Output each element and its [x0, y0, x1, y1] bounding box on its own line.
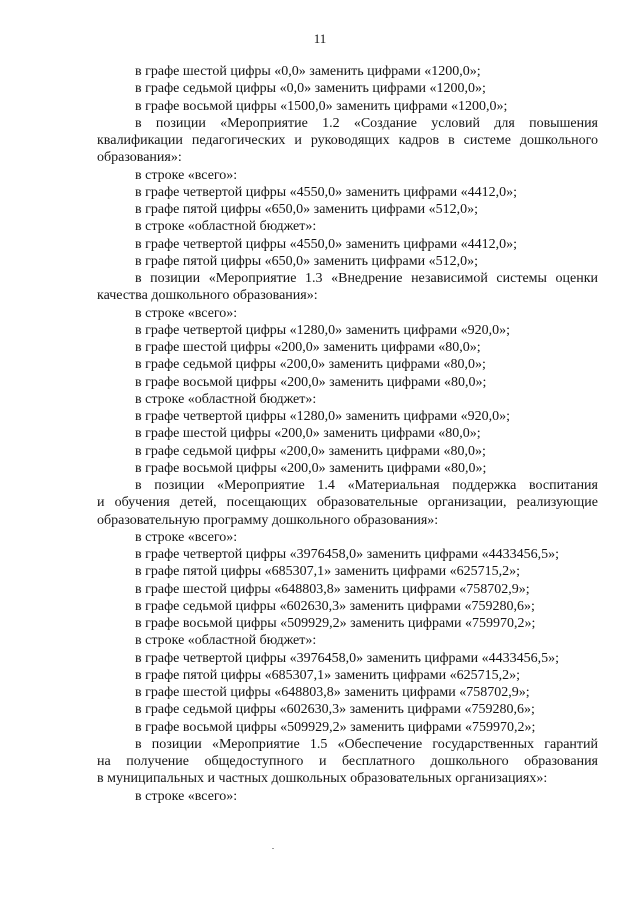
text-line: в графе восьмой цифры «509929,2» заменить цифрами «759970,2»; [135, 719, 536, 735]
text-line: в графе пятой цифры «650,0» заменить цифрами «512,0»; [135, 253, 478, 269]
document-body [97, 63, 598, 805]
text-line: в муниципальных и частных дошкольных образовательных организациях»: [97, 771, 548, 787]
text-line: в строке «всего»: [135, 167, 238, 183]
text-line: в графе шестой цифры «200,0» заменить цифрами «80,0»; [135, 340, 481, 355]
text-line: в графе седьмой цифры «602630,3» заменить цифрами «759280,6»; [135, 598, 535, 614]
text-line: в графе шестой цифры «648803,8» заменить цифрами «758702,9»; [135, 685, 530, 700]
text-line: и обучения детей, посещающих образовательные организации, реализующие [97, 495, 598, 511]
text-line: в графе пятой цифры «685307,1» заменить цифрами «625715,2»; [135, 564, 520, 580]
text-line: в графе шестой цифры «648803,8» заменить цифрами «758702,9»; [135, 581, 530, 597]
text-line: в графе четвертой цифры «4550,0» заменить цифрами «4412,0»; [135, 236, 517, 252]
text-line: в графе седьмой цифры «602630,3» заменить цифрами «759280,6»; [135, 702, 535, 718]
text-line: в позиции «Мероприятие 1.3 «Внедрение независимой системы оценки [135, 271, 598, 286]
text-line: в строке «областной бюджет»: [135, 633, 317, 649]
text-line: в графе седьмой цифры «0,0» заменить цифрами «1200,0»; [135, 81, 486, 97]
text-line: в графе четвертой цифры «1280,0» заменить цифрами «920,0»; [135, 322, 510, 338]
text-line: в позиции «Мероприятие 1.4 «Материальная поддержка воспитания [135, 478, 598, 493]
text-line: в графе седьмой цифры «200,0» заменить цифрами «80,0»; [135, 357, 486, 373]
text-line: в позиции «Мероприятие 1.2 «Создание условий для повышения [135, 115, 598, 131]
text-line: на получение общедоступного и бесплатного дошкольного образования [97, 754, 598, 769]
text-line: в графе восьмой цифры «509929,2» заменить цифрами «759970,2»; [135, 616, 536, 631]
text-line: в графе восьмой цифры «1500,0» заменить цифрами «1200,0»; [135, 98, 508, 114]
text-line: в графе шестой цифры «200,0» заменить цифрами «80,0»; [135, 426, 481, 442]
text-line: в графе четвертой цифры «4550,0» заменить цифрами «4412,0»; [135, 184, 517, 200]
text-line: в графе четвертой цифры «3976458,0» заменить цифрами «4433456,5»; [135, 547, 559, 562]
text-line: квалификации педагогических и руководящих кадров в системе дошкольного [97, 133, 598, 148]
scan-artifact [272, 848, 274, 849]
text-line: в графе восьмой цифры «200,0» заменить цифрами «80,0»; [135, 374, 487, 390]
text-line: в строке «областной бюджет»: [135, 391, 317, 407]
page-number: 11 [313, 31, 327, 46]
text-line: в графе пятой цифры «650,0» заменить цифрами «512,0»; [135, 202, 478, 217]
text-line: в позиции «Мероприятие 1.5 «Обеспечение государственных гарантий [135, 736, 598, 752]
text-line: в графе пятой цифры «685307,1» заменить цифрами «625715,2»; [135, 667, 520, 683]
text-line: качества дошкольного образования»: [97, 288, 318, 304]
text-line: в графе четвертой цифры «1280,0» заменить цифрами «920,0»; [135, 409, 510, 424]
text-line: образовательную программу дошкольного образования»: [97, 512, 439, 528]
text-line: в строке «всего»: [135, 305, 238, 321]
text-line: в строке «областной бюджет»: [135, 219, 317, 235]
text-line: в строке «всего»: [135, 788, 238, 804]
text-line: образования»: [97, 150, 182, 166]
text-line: в графе восьмой цифры «200,0» заменить цифрами «80,0»; [135, 460, 487, 476]
text-line: в строке «всего»: [135, 529, 238, 545]
text-line: в графе шестой цифры «0,0» заменить цифрами «1200,0»; [135, 64, 481, 79]
text-line: в графе четвертой цифры «3976458,0» заменить цифрами «4433456,5»; [135, 650, 559, 666]
text-line: в графе седьмой цифры «200,0» заменить цифрами «80,0»; [135, 443, 486, 459]
